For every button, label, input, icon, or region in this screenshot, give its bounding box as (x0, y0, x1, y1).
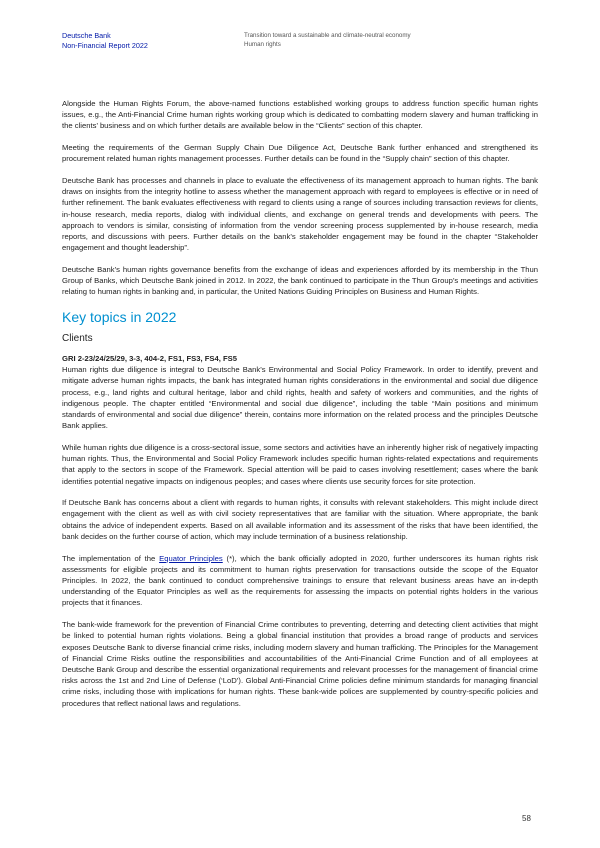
gri-references: GRI 2-23/24/25/29, 3-3, 404-2, FS1, FS3, FS4, FS5 (62, 354, 237, 364)
header-section: Human rights (244, 41, 281, 48)
paragraph-due-diligence: Human rights due diligence is integral to Deutsche Bank’s Environmental and Social Policy Framework. In order to identify, prevent and mitigate adverse human rights impacts, the bank has integrated human rights considerations in the environmental and social due diligence process, e.g., land rights and cultural heritage, labor and child rights, health and safety of workers and communities, and the rights of indigenous people. The chapter entitled “Environmental and social due diligence”, including the table “Main positions and minimum standards of environmental and social due diligence” therein, contains more information on the related process and the principles Deutsche Bank applies. (62, 365, 538, 431)
paragraph-supply-chain-act: Meeting the requirements of the German Supply Chain Due Diligence Act, Deutsche Bank further enhanced and strengthened its procurement related human rights management processes. Further details can be found in the “Supply chain” section of this chapter. (62, 143, 538, 164)
equator-prefix: The implementation of the (62, 553, 160, 563)
paragraph-equator-principles (62, 553, 538, 609)
paragraph-financial-crime: The bank-wide framework for the prevention of Financial Crime contributes to preventing, deterring and detecting client activities that might be linked to potential human rights violations. Being a global financial institution that provides a broad range of products and services exposes Deutsche Bank to diverse financial crime risks, including modern slavery and human trafficking. The Principles for the Management of Financial Crime Risks outline the responsibilities and accountabilities of the Anti-Financial Crime Function and of all employees at Deutsche Bank Group and describe the essential organizational requirements and relevant processes for the management of financial crime risks across the 1st and 2nd Line of Defense (‘LoD’). Global Anti-Financial Crime policies define minimum standards for managing financial crime risks, including those with implications for human rights. These bank-wide polices are supplemented by country-specific policies and procedures that reflect national laws and regulations. (62, 620, 538, 708)
paragraph-thun-group: Deutsche Bank’s human rights governance benefits from the exchange of ideas and experiences afforded by its membership in the Thun Group of Banks, which Deutsche Bank joined in 2012. In 2022, the bank continued to participate in the Thun Group’s meetings and activities relating to human rights in banking and, in particular, the United Nations Guiding Principles on Business and Human Rights. (62, 264, 538, 297)
page-number: 58 (522, 814, 531, 823)
header-chapter: Transition toward a sustainable and climate-neutral economy (244, 32, 411, 39)
equator-suffix: (*), which the bank officially adopted in 2020, further underscores its human rights risk assessments for eligible projects and its commitment to human rights preservation for transactions outside the scope of the Equator Principles. In 2022, the bank continued to conduct comprehensive trainings to ensure that relevant business areas have an in-depth understanding of the Equator Principles as well as the requirements for assessing the impacts on potential rights holders in the various projects that it finances. (62, 553, 538, 608)
key-topics-heading: Key topics in 2022 (62, 309, 177, 326)
header-company-block (62, 31, 148, 51)
paragraph-sector-risk: While human rights due diligence is a cross-sectoral issue, some sectors and activities have an inherently higher risk of negatively impacting human rights. Thus, the Environmental and Social Policy Framework includes specific human rights-related expectations and requirements that apply to the sectors in scope of the Framework. Special attention will be paid to cases involving resettlement; cases where the bank identifies potential negative impacts on indigenous peoples; and cases where clients use security forces for site protection. (62, 442, 538, 486)
header-chapter-block (244, 31, 411, 49)
header-company: Deutsche Bank (62, 31, 111, 40)
paragraph-effectiveness: Deutsche Bank has processes and channels in place to evaluate the effectiveness of its management approach to human rights. The bank draws on insights from the integrity hotline to assess whether the management approach with regard to employees is effective or in need of further refinement. The bank evaluates effectiveness with regard to clients using a range of sources including transaction reviews for clients, in-house research, media reports, dialog with individual clients, and exchange on general trends and developments with peers. The approach to vendors is similar, consisting of information from the vendor screening process supplemented by in-house research, media reports, and discussions with peers. Further details on the bank’s stakeholder engagement may be found in the chapter “Stakeholder engagement and thought leadership”. (62, 176, 538, 253)
paragraph-client-concerns: If Deutsche Bank has concerns about a client with regards to human rights, it consults with relevant stakeholders. This might include direct engagement with the client as well as with civil society representatives that are familiar with the situation. Where appropriate, the bank obtains the advice of independent experts. Based on all available information and its assessment of the risks that have been identified, the bank decides on the further course of action, which may include termination of a business relationship. (62, 498, 538, 541)
equator-principles-link[interactable]: Equator Principles (159, 553, 223, 563)
paragraph-working-groups: Alongside the Human Rights Forum, the above-named functions established working groups to address function specific human rights issues, e.g., the Anti-Financial Crime human rights working group which is dedicated to combatting modern slavery and human trafficking in the clients’ business and on which further details are available below in the “Clients” section of this chapter. (62, 99, 538, 131)
page-body (62, 98, 538, 719)
clients-subheading: Clients (62, 333, 93, 345)
header-report: Non-Financial Report 2022 (62, 41, 148, 50)
